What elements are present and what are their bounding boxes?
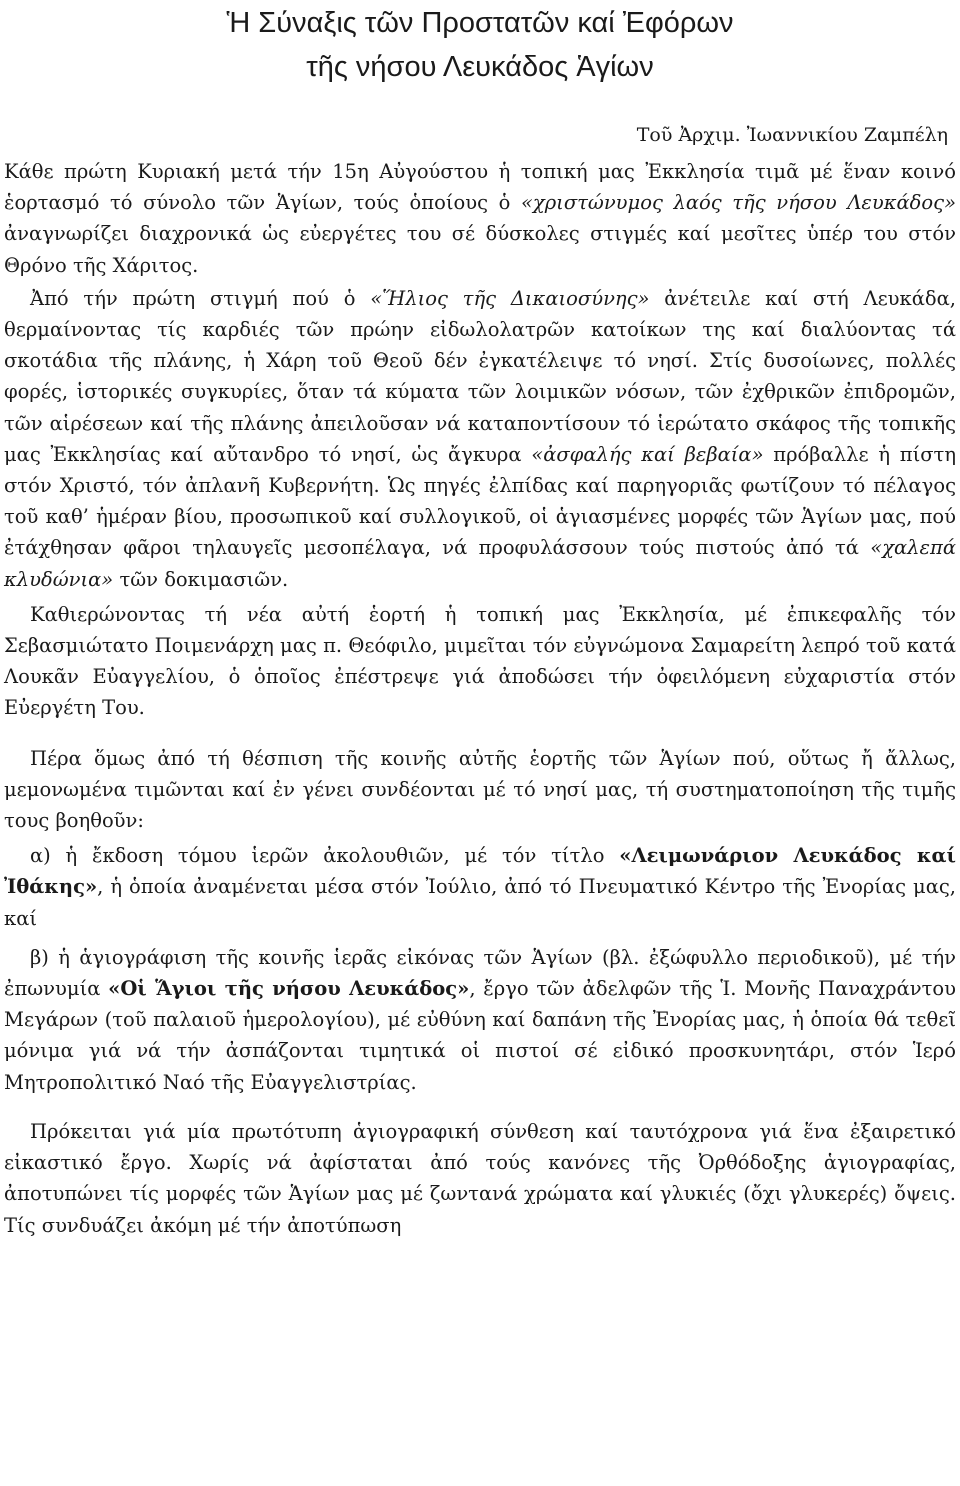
paragraph-6-text-b: , ἔργο τῶν ἀδελφῶν τῆς Ἱ. Μονῆς Παναχράντου Μεγάρων (τοῦ παλαιοῦ ἡμερολογίου), μέ εὐθύνη καί δαπάνη τῆς Ἐνορίας μας, ἡ ὁποία θά τεθεῖ μόνιμα γιά νά τήν ἀσπάζονται τιμητικά οἱ πιστοί σέ εἰδικό προσκυνητάρι, στόν Ἱερό Μητροπολιτικό Ναό τῆς Εὐαγγελιστρίας. (4, 977, 957, 1094)
paragraph-6-icon-title: «Οἱ Ἅγιοι τῆς νήσου Λευκάδος» (108, 977, 470, 1001)
paragraph-1-text-b: ἀναγνωρίζει διαχρονικά ὡς εὐεργέτες του σέ δύσκολες στιγμές καί μεσῖτες ὑπέρ του στόν Θρόνο τῆς Χάριτος. (4, 222, 956, 277)
paragraph-2-quote-2: «ἀσφαλής καί βεβαία» (531, 442, 764, 466)
paragraph-1 (4, 156, 956, 281)
paragraph-2 (4, 283, 956, 595)
title-line-1: Ἡ Σύναξις τῶν Προστατῶν καί Ἐφόρων (226, 7, 734, 39)
paragraph-5-book-title: «Λειμωνάριον Λευκάδος καί Ἰθάκης» (4, 844, 956, 899)
paragraph-4: Πέρα ὅμως ἀπό τή θέσπιση τῆς κοινῆς αὐτῆς ἑορτῆς τῶν Ἁγίων πού, οὕτως ἤ ἄλλως, μεμονωμένα τιμῶνται καί ἐν γένει συνδέονται μέ τό νησί μας, τή συστηματοποίηση τῆς τιμῆς τους βοηθοῦν: (4, 746, 956, 833)
paragraph-2-text-a: Ἀπό τήν πρώτη στιγμή πού ὁ (30, 286, 371, 310)
paragraph-2-text-d: τῶν δοκιμασιῶν. (113, 567, 289, 591)
paragraph-5-text-b: , ἡ ὁποία ἀναμένεται μέσα στόν Ἰούλιο, ἀπό τό Πνευματικό Κέντρο τῆς Ἐνορίας μας, καί (4, 875, 956, 930)
paragraph-6 (4, 942, 956, 1098)
paragraph-5-text-a: α) ἡ ἔκδοση τόμου ἱερῶν ἀκολουθιῶν, μέ τόν τίτλο (30, 844, 620, 868)
paragraph-2-quote-1: «Ἥλιος τῆς Δικαιοσύνης» (370, 286, 650, 310)
document-title (4, 0, 956, 89)
paragraph-5 (4, 840, 956, 934)
paragraph-3: Καθιερώνοντας τή νέα αὐτή ἑορτή ἡ τοπική μας Ἐκκλησία, μέ ἐπικεφαλῆς τόν Σεβασμιώτατο Ποιμενάρχη μας π. Θεόφιλο, μιμεῖται τόν εὐγνώμονα Σαμαρείτη λεπρό τοῦ κατά Λουκᾶν Εὐαγγελίου, ὁ ὁποῖος ἐπέστρεψε γιά ἀποδώσει τήν ὀφειλόμενη εὐχαριστία στόν Εὐεργέτη Του. (4, 602, 956, 720)
title-line-2: τῆς νήσου Λευκάδος Ἁγίων (306, 51, 654, 83)
paragraph-2-text-c: πρόβαλλε ἡ πίστη στόν Χριστό, τόν ἀπλανῆ Κυβερνήτη. Ὡς πηγές ἐλπίδας καί παρηγοριᾶς φωτίζουν τό πέλαγος τοῦ καθ’ ἡμέραν βίου, προσωπικοῦ καί συλλογικοῦ, οἱ ἁγιασμένες μορφές τῶν Ἁγίων μας, πού ἐτάχθησαν φᾶροι τηλαυγεῖς μεσοπέλαγα, νά προφυλάσσουν τούς πιστούς ἀπό τά (4, 442, 957, 560)
author-byline: Τοῦ Ἀρχιμ. Ἰωαννικίου Ζαμπέλη (636, 124, 948, 146)
paragraph-7: Πρόκειται γιά μία πρωτότυπη ἁγιογραφική σύνθεση καί ταυτόχρονα γιά ἕνα ἐξαιρετικό εἰκαστικό ἔργο. Χωρίς νά ἀφίσταται ἀπό τούς κανόνες τῆς Ὀρθόδοξης ἁγιογραφίας, ἀποτυπώνει τίς μορφές τῶν Ἁγίων μας μέ ζωντανά χρώματα καί γλυκιές (ὄχι γλυκερές) ὄψεις. Τίς συνδυάζει ἀκόμη μέ τήν ἀποτύπωση (4, 1119, 956, 1237)
paragraph-6-text-a: β) ἡ ἁγιογράφιση τῆς κοινῆς ἱερᾶς εἰκόνας τῶν Ἁγίων (βλ. ἐξώφυλλο περιοδικοῦ), μέ τήν ἐπωνυμία (4, 945, 956, 1001)
paragraph-1-quote: «χριστώνυμος λαός τῆς νήσου Λευκάδος» (520, 191, 957, 215)
paragraph-2-quote-3: «χαλεπά κλυδώνια» (4, 536, 956, 591)
paragraph-2-text-b: ἀνέτειλε καί στή Λευκάδα, θερμαίνοντας τίς καρδιές τῶν πρώην εἰδωλολατρῶν κατοίκων της καί διαλύοντας τά σκοτάδια τῆς πλάνης, ἡ Χάρη τοῦ Θεοῦ δέν ἐγκατέλειψε τό νησί. Στίς δυσοίωνες, πολλές φορές, ἱστορικές συγκυρίες, ὅταν τά κύματα τῶν λοιμικῶν νόσων, τῶν ἐχθρικῶν ἐπιδρομῶν, τῶν αἱρέσεων καί τῆς πλάνης ἀπειλοῦσαν νά καταποντίσουν τό ἱερώτατο σκάφος τῆς τοπικῆς μας Ἐκκλησίας καί αὔτανδρο τό νησί, ὡς ἄγκυρα (4, 286, 957, 466)
paragraph-1-text-a: Κάθε πρώτη Κυριακή μετά τήν 15η Αὐγούστου ἡ τοπική μας Ἐκκλησία τιμᾶ μέ ἕναν κοινό ἑορτασμό τό σύνολο τῶν Ἁγίων, τούς ὁποίους ὁ (4, 160, 956, 215)
